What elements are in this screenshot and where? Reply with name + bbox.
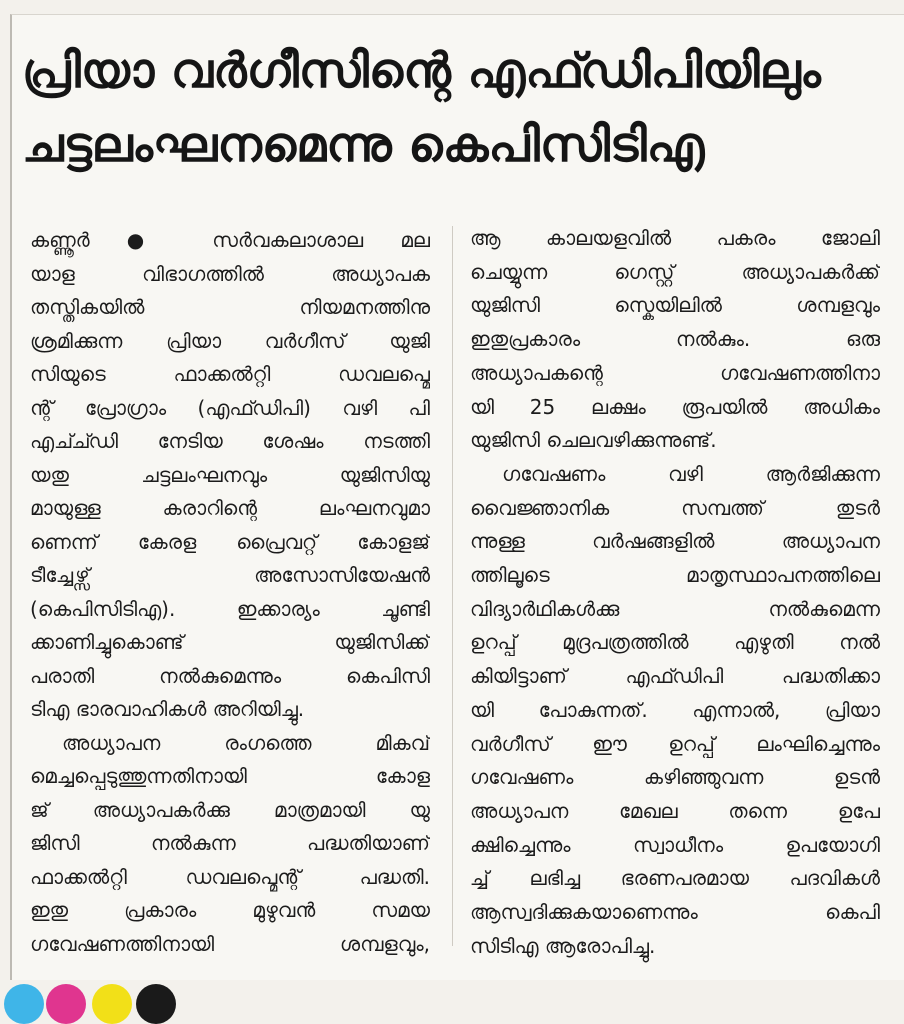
article-line: ന്നുള്ള വർഷങ്ങളിൽ അധ്യാപന	[470, 529, 880, 554]
article-line: ഗവേഷണത്തിനായി ശമ്പളവും,	[30, 931, 430, 956]
swatch-black	[136, 984, 176, 1024]
article-line: യാള വിഭാഗത്തിൽ അധ്യാപക	[30, 261, 430, 286]
article-line: പരാതി നൽകുമെന്നും കെപിസി	[30, 663, 430, 688]
article-line: അധ്യാപന മേഖല തന്നെ ഉപേ	[470, 798, 880, 823]
article-line: ക്ഷിച്ചെന്നും സ്വാധീനം ഉപയോഗി	[470, 832, 880, 857]
article-line: യതു ചട്ടലംഘനവും യുജിസിയു	[30, 462, 430, 487]
article-line: ഇതു പ്രകാരം മുഴുവൻ സമയ	[30, 898, 430, 922]
headline-line-1: പ്രിയാ വർഗീസിന്റെ എഫ്ഡിപിയിലും	[22, 43, 821, 99]
headline-line-2: ചട്ടലംഘനമെന്നു കെപിസിടിഎ	[22, 117, 705, 173]
article-column-right	[470, 222, 880, 963]
article-line: വിദ്യാർഥികൾക്കു നൽകുമെന്ന	[470, 596, 880, 621]
article-line: യി പോകുന്നത്. എന്നാൽ, പ്രിയാ	[470, 697, 880, 722]
article-line: ത്തിലൂടെ മാതൃസ്ഥാപനത്തിലെ	[470, 563, 880, 588]
article-line: കിയിട്ടാണ് എഫ്ഡിപി പദ്ധതിക്കാ	[470, 664, 880, 689]
article-line: ചെയ്യുന്ന ഗെസ്റ്റ് അധ്യാപകർക്ക്	[470, 259, 880, 284]
article-line: ഗവേഷണം കഴിഞ്ഞുവന്ന ഉടൻ	[470, 765, 880, 790]
article-line: മായുള്ള കരാറിന്റെ ലംഘനവുമാ	[30, 496, 430, 520]
article-line: വൈജ്ഞാനിക സമ്പത്ത് തുടർ	[470, 495, 880, 520]
article-line: ജിസി നൽകുന്ന പദ്ധതിയാണ്	[30, 831, 430, 855]
article-line: ആസ്വദിക്കുകയാണെന്നും കെപി	[470, 900, 880, 925]
headline	[22, 34, 882, 182]
swatch-cyan	[4, 984, 44, 1024]
article-line: യി 25 ലക്ഷം രൂപയിൽ അധികം	[470, 394, 880, 419]
article-line: ടീച്ചേഴ്സ് അസോസിയേഷൻ	[30, 563, 430, 587]
article-line: തസ്തികയിൽ നിയമനത്തിനു	[30, 295, 430, 319]
article-line: യുജിസി സ്കെയിലിൽ ശമ്പളവും	[470, 293, 880, 318]
article-line: അധ്യാപന രംഗത്തെ മികവ്	[62, 730, 430, 755]
article-line: ശ്രമിക്കുന്ന പ്രിയാ വർഗീസ് യുജി	[30, 328, 430, 353]
article-line: ആ കാലയളവിൽ പകരം ജോലി	[470, 226, 880, 250]
article-line: അധ്യാപകന്റെ ഗവേഷണത്തിനാ	[470, 360, 880, 385]
article-line: മെച്ചപ്പെടുത്തുന്നതിനായി കോള	[30, 764, 430, 788]
article-column-left	[30, 224, 430, 961]
article-line: ക്കാണിച്ചുകൊണ്ട് യുജിസിക്ക്	[30, 630, 430, 654]
article-line: ഉറപ്പ് മുദ്രപത്രത്തിൽ എഴുതി നൽ	[470, 630, 880, 655]
article-line: സിയുടെ ഫാക്കൽറ്റി ഡവലപ്മെ	[30, 362, 430, 386]
article-line: ഗവേഷണം വഴി ആർജിക്കുന്ന	[502, 461, 880, 486]
article-line: ജ് അധ്യാപകർക്കു മാത്രമായി യു	[30, 797, 430, 822]
article-line: ടിഎ ഭാരവാഹികൾ അറിയിച്ചു.	[30, 697, 305, 721]
article-line: എച്ച്ഡി നേടിയ ശേഷം നടത്തി	[30, 429, 430, 453]
swatch-yellow	[92, 984, 132, 1024]
column-divider	[452, 226, 453, 946]
article-line: (കെപിസിടിഎ). ഇക്കാര്യം ചൂണ്ടി	[30, 596, 430, 621]
print-color-swatches	[0, 984, 200, 1000]
article-line: കണ്ണൂർ ● സർവകലാശാല മല	[30, 228, 430, 252]
article-line: ഇതുപ്രകാരം നൽകും. ഒരു	[470, 327, 880, 352]
article-line: ണെന്ന് കേരള പ്രൈവറ്റ് കോളജ്	[30, 529, 430, 554]
article-line: സിടിഎ ആരോപിച്ചു.	[470, 933, 656, 958]
article-line: ച്ച് ലഭിച്ച ഭരണപരമായ പദവികൾ	[470, 866, 880, 891]
swatch-magenta	[46, 984, 86, 1024]
article-line: യുജിസി ചെലവഴിക്കുന്നുണ്ട്.	[470, 428, 717, 453]
article-line: ന്റ് പ്രോഗ്രാം (എഫ്ഡിപി) വഴി പി	[30, 395, 430, 420]
article-line: ഫാക്കൽറ്റി ഡവലപ്മെന്റ് പദ്ധതി.	[30, 864, 430, 889]
article-line: വർഗീസ് ഈ ഉറപ്പ് ലംഘിച്ചെന്നും	[470, 731, 880, 756]
